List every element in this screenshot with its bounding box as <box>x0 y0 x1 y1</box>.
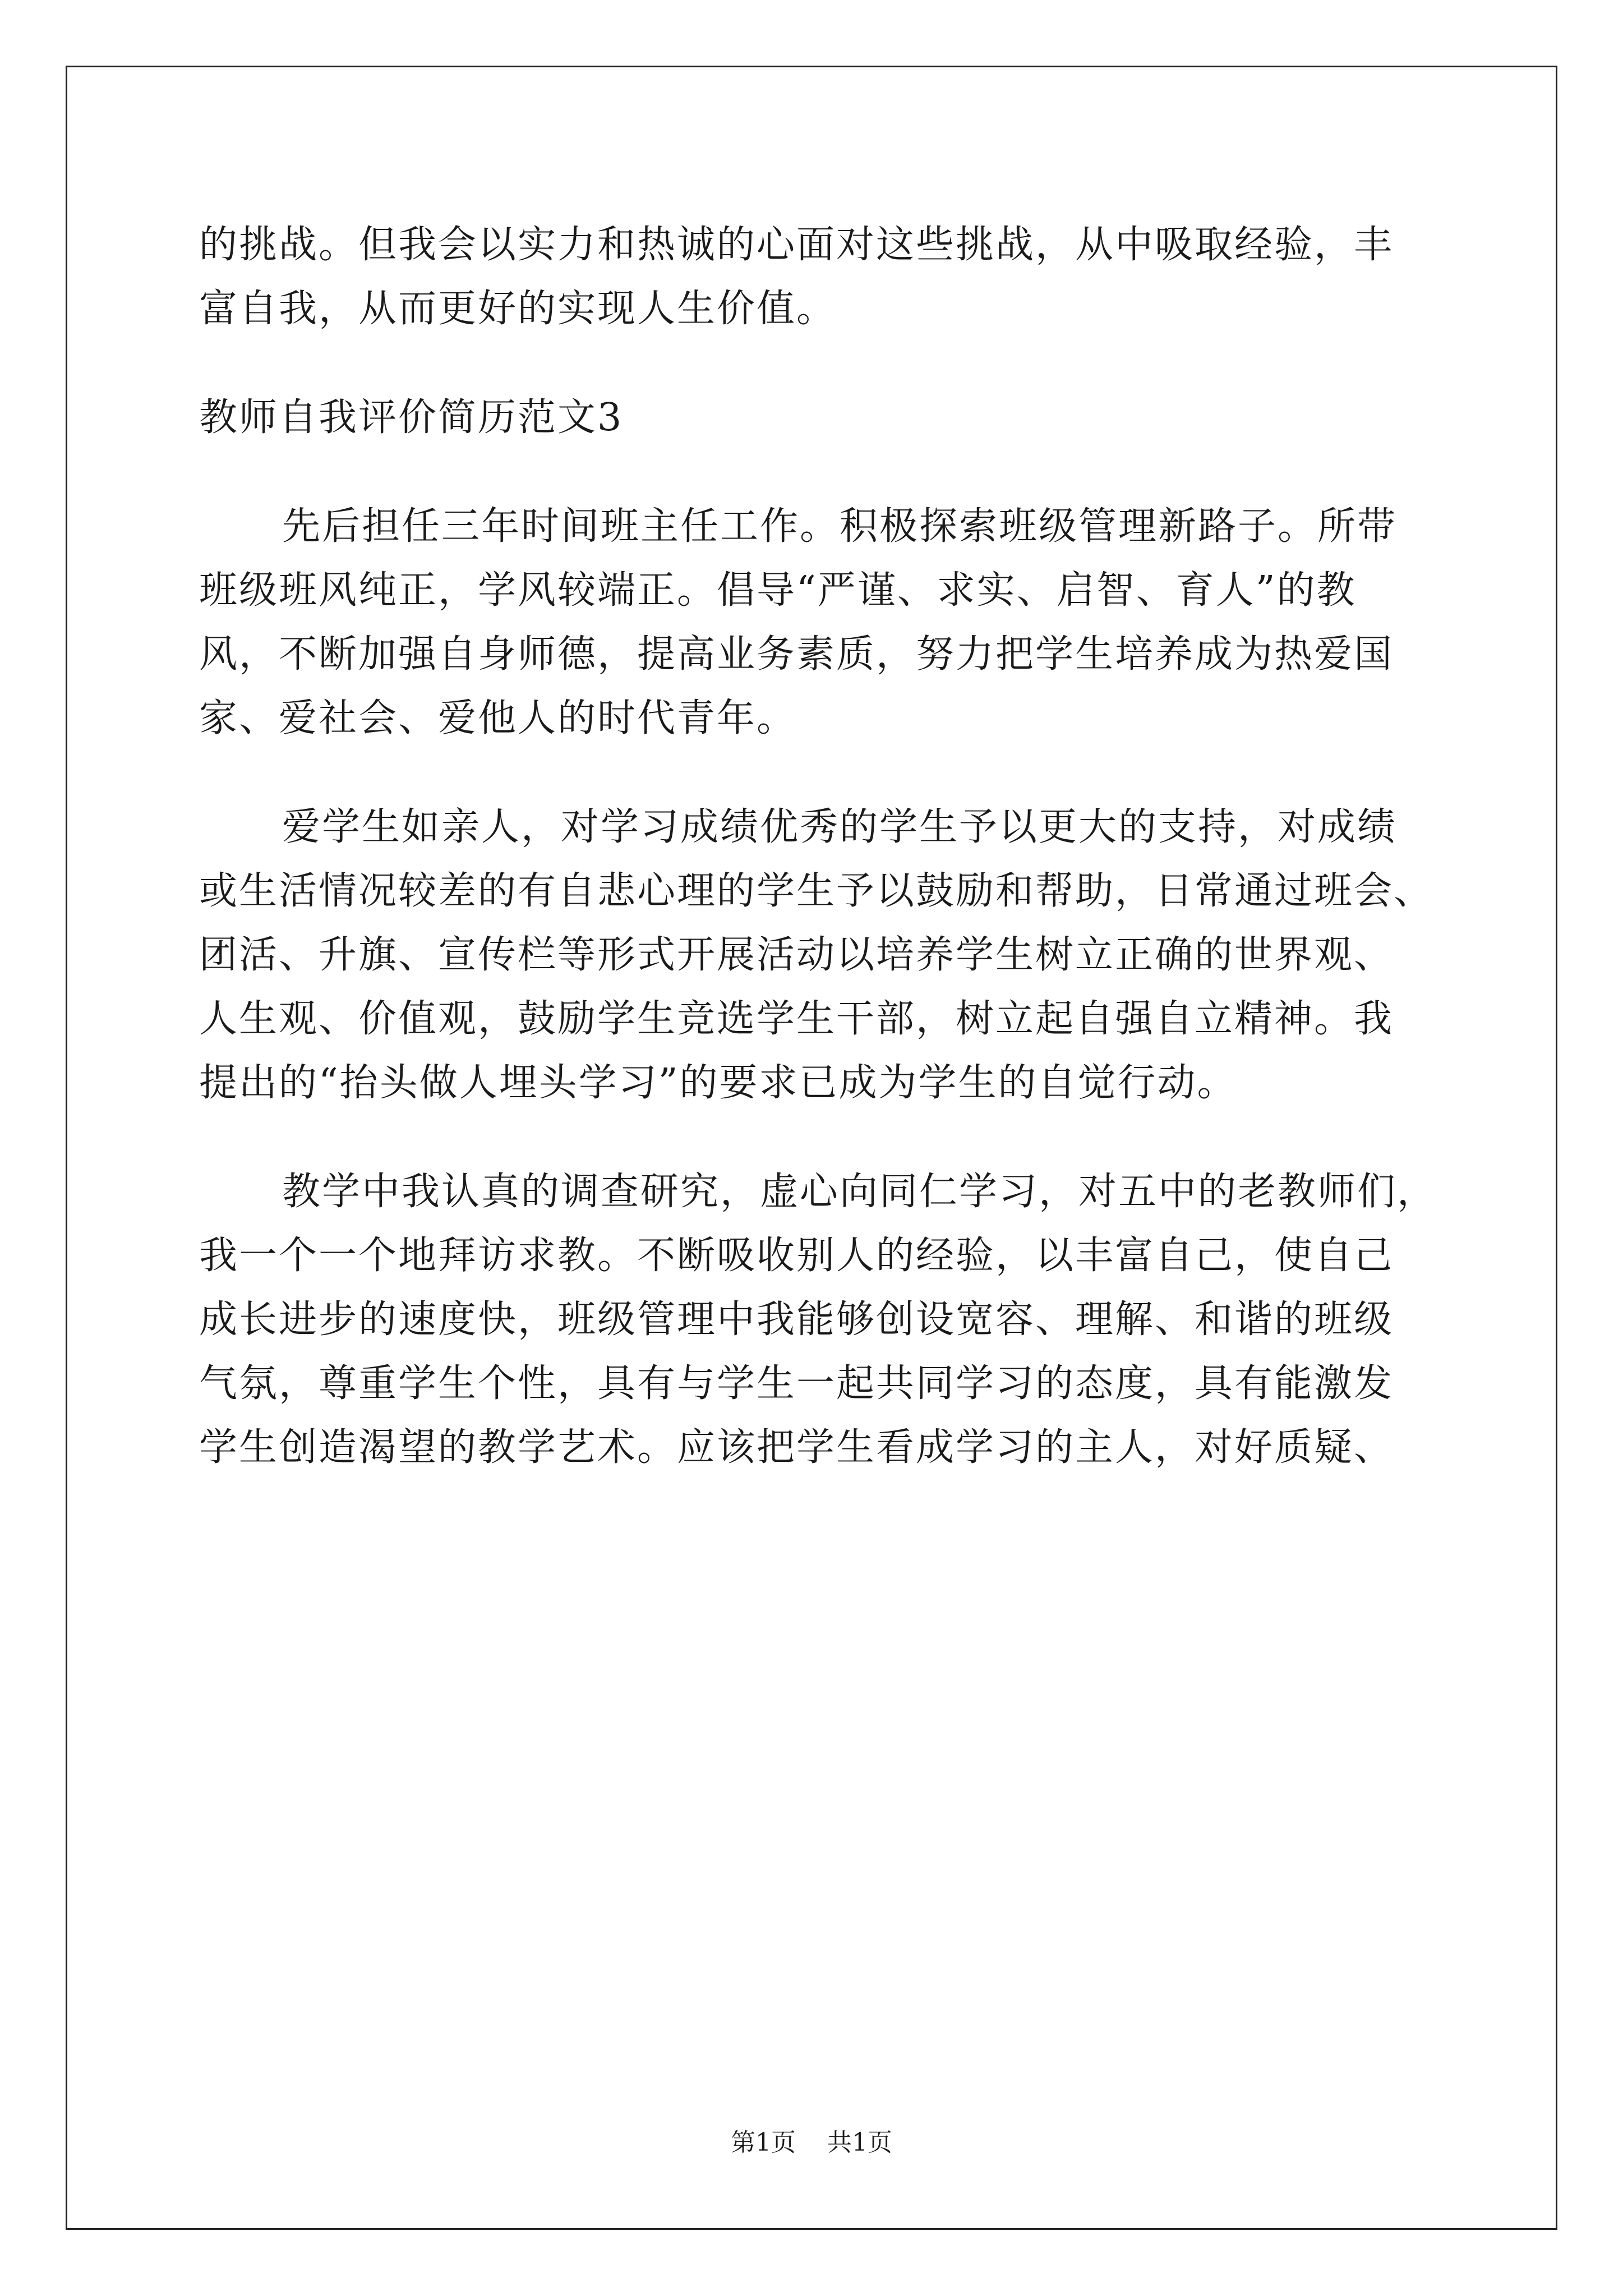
paragraph-2 <box>199 795 1444 1115</box>
text-line: 教学中我认真的调查研究，虚心向同仁学习，对五中的老教师们， <box>282 1170 1437 1214</box>
text-line: 成长进步的速度快，班级管理中我能够创设宽容、理解、和谐的班级 <box>199 1297 1394 1342</box>
text-line: 家、爱社会、爱他人的时代青年。 <box>199 696 797 740</box>
text-line: 班级班风纯正，学风较端正。倡导“严谨、求实、启智、育人”的教 <box>199 568 1357 613</box>
paragraph-3 <box>199 1160 1444 1480</box>
text-line: 团活、升旗、宣传栏等形式开展活动以培养学生树立正确的世界观、 <box>199 933 1394 977</box>
text-line: 富自我，从而更好的实现人生价值。 <box>199 287 837 331</box>
page-number-total: 共1页 <box>827 2128 892 2157</box>
intro-paragraph <box>199 213 1444 341</box>
text-line: 或生活情况较差的有自悲心理的学生予以鼓励和帮助，日常通过班会、 <box>199 869 1434 913</box>
page-footer <box>0 2126 1623 2160</box>
text-line: 风，不断加强自身师德，提高业务素质，努力把学生培养成为热爱国 <box>199 632 1394 677</box>
text-line: 人生观、价值观，鼓励学生竞选学生干部，树立起自强自立精神。我 <box>199 997 1394 1041</box>
document-body <box>199 213 1444 1525</box>
section-heading: 教师自我评价简历范文3 <box>199 395 624 440</box>
text-line: 爱学生如亲人，对学习成绩优秀的学生予以更大的支持，对成绩 <box>282 805 1398 849</box>
section-heading-block <box>199 386 1444 450</box>
page-number-current: 第1页 <box>731 2128 796 2157</box>
text-line: 我一个一个地拜访求教。不断吸收别人的经验，以丰富自己，使自己 <box>199 1234 1394 1278</box>
text-line: 的挑战。但我会以实力和热诚的心面对这些挑战，从中吸取经验，丰 <box>199 223 1394 267</box>
text-line: 提出的“抬头做人埋头学习”的要求已成为学生的自觉行动。 <box>199 1061 1237 1105</box>
text-line: 学生创造渴望的教学艺术。应该把学生看成学习的主人，对好质疑、 <box>199 1425 1394 1470</box>
paragraph-1 <box>199 495 1444 751</box>
text-line: 气氛，尊重学生个性，具有与学生一起共同学习的态度，具有能激发 <box>199 1361 1394 1406</box>
text-line: 先后担任三年时间班主任工作。积极探索班级管理新路子。所带 <box>282 504 1398 549</box>
